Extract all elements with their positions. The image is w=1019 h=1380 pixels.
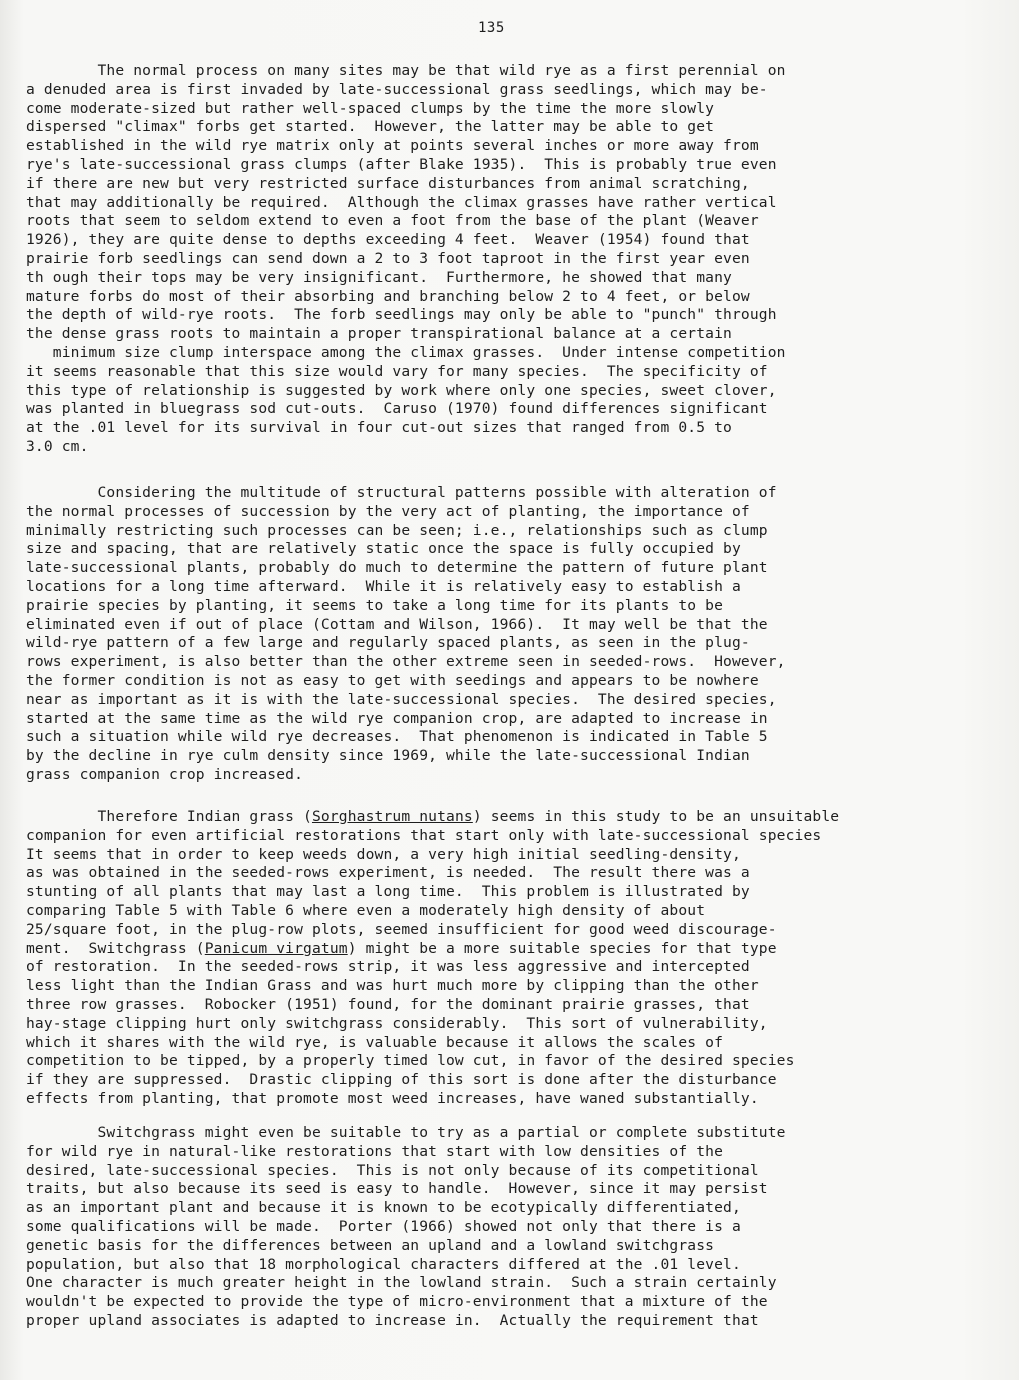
species-name: Sorghastrum nutans	[311, 808, 473, 825]
paragraph-indian-grass	[26, 808, 1001, 1109]
page-number: 135	[478, 20, 505, 36]
text-line: competition to be tipped, by a properly timed low cut, in favor of the desired species	[26, 1052, 795, 1070]
text-line: come moderate-sized but rather well-spaced clumps by the time the more slowly	[26, 99, 715, 117]
text-line: One character is much greater height in the lowland strain. Such a strain certainly	[26, 1274, 777, 1292]
text-line: a denuded area is first invaded by late-successional grass seedlings, which may be-	[26, 80, 768, 98]
text-line: The normal process on many sites may be that wild rye as a first perennial on	[26, 62, 786, 79]
text-line: ment. Switchgrass (Panicum virgatum) might be a more suitable species for that type	[26, 939, 777, 957]
text-line: genetic basis for the differences between an upland and a lowland switchgrass	[26, 1236, 715, 1254]
text-line: as an important plant and because it is known to be ecotypically differentiated,	[26, 1199, 741, 1217]
species-name: Panicum virgatum	[204, 939, 348, 957]
text-line: stunting of all plants that may last a long time. This problem is illustrated by	[26, 883, 750, 901]
text-line: dispersed "climax" forbs get started. However, the latter may be able to get	[26, 118, 715, 136]
text-line: if there are new but very restricted surface disturbances from animal scratching,	[26, 174, 750, 192]
text-line: proper upland associates is adapted to increase in. Actually the requirement that	[26, 1311, 759, 1329]
text-line: Switchgrass might even be suitable to try as a partial or complete substitute	[26, 1124, 786, 1141]
text-line: near as important as it is with the late-successional species. The desired species,	[26, 690, 777, 708]
text-line: 1926), they are quite dense to depths exceeding 4 feet. Weaver (1954) found that	[26, 231, 750, 249]
text-line: th ough their tops may be very insignificant. Furthermore, he showed that many	[26, 268, 732, 286]
text-line: three row grasses. Robocker (1951) found, for the dominant prairie grasses, that	[26, 995, 750, 1013]
text-line: desired, late-successional species. This is not only because of its competitional	[26, 1161, 759, 1179]
text-line: less light than the Indian Grass and was hurt much more by clipping than the other	[26, 977, 759, 995]
text-line: locations for a long time afterward. While it is relatively easy to establish a	[26, 577, 741, 595]
text-line: for wild rye in natural-like restorations that start with low densities of the	[26, 1142, 724, 1160]
text-line: if they are suppressed. Drastic clipping of this sort is done after the disturbance	[26, 1071, 777, 1089]
text-line: 3.0 cm.	[26, 437, 89, 455]
text-line: which it shares with the wild rye, is valuable because it allows the scales of	[26, 1033, 724, 1051]
text-line: comparing Table 5 with Table 6 where even a moderately high density of about	[26, 901, 706, 919]
text-line: Considering the multitude of structural patterns possible with alteration of	[26, 484, 777, 501]
text-line: rye's late-successional grass clumps (after Blake 1935). This is probably true even	[26, 155, 777, 173]
text-line: the normal processes of succession by the very act of planting, the importance of	[26, 502, 750, 520]
text-line: the former condition is not as easy to get with seedings and appears to be nowhere	[26, 671, 759, 689]
text-line: 25/square foot, in the plug-row plots, seemed insufficient for good weed discourage-	[26, 920, 777, 938]
text-line: of restoration. In the seeded-rows strip, it was less aggressive and intercepted	[26, 958, 750, 976]
text-line: late-successional plants, probably do much to determine the pattern of future plant	[26, 559, 768, 577]
text-line: by the decline in rye culm density since 1969, while the late-successional Indian	[26, 747, 750, 765]
text-line: eliminated even if out of place (Cottam and Wilson, 1966). It may well be that the	[26, 615, 768, 633]
text-line: minimally restricting such processes can be seen; i.e., relationships such as clump	[26, 521, 768, 539]
text-line: prairie forb seedlings can send down a 2 to 3 foot taproot in the first year even	[26, 249, 750, 267]
text-line: as was obtained in the seeded-rows experiment, is needed. The result there was a	[26, 864, 750, 882]
text-line: population, but also that 18 morphological characters differed at the .01 level.	[26, 1255, 741, 1273]
paragraph-structural-patterns	[26, 484, 1001, 785]
text-line: companion for even artificial restorations that start only with late-successional species	[26, 826, 822, 844]
text-line: grass companion crop increased.	[26, 765, 304, 783]
text-line: the dense grass roots to maintain a proper transpirational balance at a certain	[26, 325, 732, 343]
text-line: effects from planting, that promote most weed increases, have waned substantially.	[26, 1089, 759, 1107]
text-line: some qualifications will be made. Porter (1966) showed not only that there is a	[26, 1217, 741, 1235]
paragraph-wild-rye-process	[26, 62, 1001, 457]
text-line: It seems that in order to keep weeds down, a very high initial seedling-density,	[26, 845, 741, 863]
text-line: size and spacing, that are relatively static once the space is fully occupied by	[26, 540, 741, 558]
paragraph-switchgrass	[26, 1124, 1001, 1331]
text-line: Therefore Indian grass (Sorghastrum nutans) seems in this study to be an unsuitable	[26, 808, 840, 825]
text-line: minimum size clump interspace among the climax grasses. Under intense competition	[26, 343, 786, 361]
text-line: such a situation while wild rye decreases. That phenomenon is indicated in Table 5	[26, 728, 768, 746]
text-line: at the .01 level for its survival in four cut-out sizes that ranged from 0.5 to	[26, 419, 732, 437]
text-line: that may additionally be required. Although the climax grasses have rather vertical	[26, 193, 777, 211]
text-line: wouldn't be expected to provide the type of micro-environment that a mixture of the	[26, 1293, 768, 1311]
text-line: started at the same time as the wild rye companion crop, are adapted to increase in	[26, 709, 768, 727]
text-line: traits, but also because its seed is easy to handle. However, since it may persist	[26, 1180, 768, 1198]
text-line: the depth of wild-rye roots. The forb seedlings may only be able to "punch" through	[26, 306, 777, 324]
text-line: wild-rye pattern of a few large and regularly spaced plants, as seen in the plug-	[26, 634, 750, 652]
text-line: was planted in bluegrass sod cut-outs. Caruso (1970) found differences significant	[26, 400, 768, 418]
text-line: rows experiment, is also better than the other extreme seen in seeded-rows. However,	[26, 653, 786, 671]
text-line: this type of relationship is suggested by work where only one species, sweet clover,	[26, 381, 777, 399]
text-line: prairie species by planting, it seems to take a long time for its plants to be	[26, 596, 724, 614]
text-line: hay-stage clipping hurt only switchgrass considerably. This sort of vulnerability,	[26, 1014, 768, 1032]
text-line: established in the wild rye matrix only at points several inches or more away from	[26, 137, 759, 155]
text-line: it seems reasonable that this size would vary for many species. The specificity of	[26, 362, 768, 380]
text-line: mature forbs do most of their absorbing and branching below 2 to 4 feet, or below	[26, 287, 750, 305]
text-line: roots that seem to seldom extend to even a foot from the base of the plant (Weaver	[26, 212, 759, 230]
